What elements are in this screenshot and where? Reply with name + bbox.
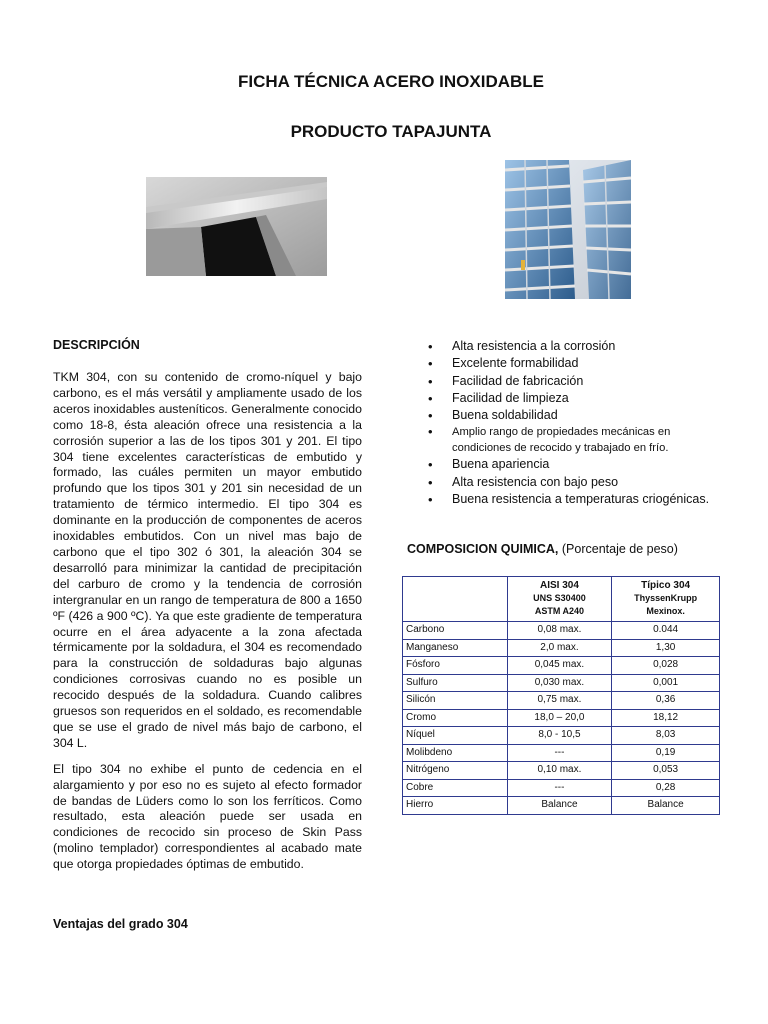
typical-cell: 0,19: [612, 744, 720, 762]
spec-cell: Balance: [507, 797, 612, 815]
element-cell: Carbono: [403, 622, 508, 640]
typical-cell: 0,053: [612, 762, 720, 780]
element-cell: Hierro: [403, 797, 508, 815]
table-row: [403, 727, 720, 745]
table-row: [403, 657, 720, 675]
spec-header-line-3: ASTM A240: [534, 606, 585, 616]
table-header-row: [403, 577, 720, 622]
spec-cell: 0,75 max.: [507, 692, 612, 710]
element-cell: Níquel: [403, 727, 508, 745]
list-item: • Alta resistencia con bajo peso: [428, 474, 728, 491]
spec-header-line-2: UNS S30400: [533, 593, 586, 603]
list-item: • Amplio rango de propiedades mecánicas en condiciones de recocido y trabajado en frío.: [428, 424, 728, 456]
list-item: • Facilidad de limpieza: [428, 390, 728, 407]
typical-header-line-2: ThyssenKrupp Mexinox.: [634, 593, 698, 616]
table-row: [403, 674, 720, 692]
table-row: [403, 797, 720, 815]
typical-cell: 0,001: [612, 674, 720, 692]
description-body: [53, 370, 362, 883]
spec-cell: 0,030 max.: [507, 674, 612, 692]
list-item: • Buena resistencia a temperaturas criogénicas.: [428, 491, 728, 508]
element-cell: Molibdeno: [403, 744, 508, 762]
spec-cell: 0,045 max.: [507, 657, 612, 675]
table-row: [403, 692, 720, 710]
spec-cell: ---: [507, 744, 612, 762]
spec-column-header: [507, 577, 612, 622]
composition-table: [402, 576, 720, 815]
element-cell: Fósforo: [403, 657, 508, 675]
element-cell: Cromo: [403, 709, 508, 727]
element-cell: Cobre: [403, 779, 508, 797]
list-item: • Buena soldabilidad: [428, 407, 728, 424]
expansion-joint-photo: [146, 177, 327, 276]
description-paragraph-1: TKM 304, con su contenido de cromo-níquel y bajo carbono, es el más versátil y ampliamente usado de los aceros inoxidables austeníticos. Generalmente conocido como 18-8, ésta aleación ofrece una resistencia a la corrosión superior a las de los tipos 301 y 201. El tipo 304 tiene excelentes características de embutido y formado, las cuáles permiten un mayor embutido profundo que los tipos 301 y 201 sin necesidad de un tratamiento de térmico intermedio. El tipo 304 es dominante en la producción de componentes de aceros inoxidables embutidos. Con un nivel mas bajo de carbono que el tipo 302 ó 301, la aleación 304 se desarrolló para minimizar la cantidad de precipitación del carburo de cromo y la tendencia de corrosión intergranular en un rango de temperatura de 800 a 1650 ºF (426 a 900 ºC). Ya que este gradiente de temperatura ocurre en el área adyacente a la zona afectada térmicamente por la soldadura, el 304 es recomendado para la construcción de soldaduras bajo algunas condiciones corrosivas cuando no es posible un recocido después de la soldadura. Cuando calibres gruesos son requeridos en el soldado, es recomendable que se use el grado de nivel más bajo de carbono, el 304 L.: [53, 370, 362, 750]
typical-cell: 0,36: [612, 692, 720, 710]
document-title: FICHA TÉCNICA ACERO INOXIDABLE: [238, 72, 544, 91]
description-heading: DESCRIPCIÓN: [53, 338, 140, 352]
spec-cell: ---: [507, 779, 612, 797]
spec-cell: 0,08 max.: [507, 622, 612, 640]
building-facade-photo: [505, 160, 631, 299]
typical-cell: 8,03: [612, 727, 720, 745]
table-row: [403, 779, 720, 797]
advantages-heading: Ventajas del grado 304: [53, 917, 188, 931]
table-row: [403, 639, 720, 657]
table-row: [403, 622, 720, 640]
spec-cell: 18,0 – 20,0: [507, 709, 612, 727]
list-item: • Excelente formabilidad: [428, 355, 728, 372]
table-row: [403, 762, 720, 780]
spec-cell: 2,0 max.: [507, 639, 612, 657]
typical-cell: 0,28: [612, 779, 720, 797]
list-item: • Alta resistencia a la corrosión: [428, 338, 728, 355]
element-cell: Manganeso: [403, 639, 508, 657]
description-paragraph-2: El tipo 304 no exhibe el punto de cedencia en el alargamiento y por eso no es sujeto al efecto formador de bandas de Lüders como lo son los ferríticos. Como resultado, esta aleación puede ser usada en condiciones de recocido sin proceso de Skin Pass (molino templador) correspondientes al acabado mate que otorga propiedades óptimas de embutido.: [53, 761, 362, 872]
spec-header-line-1: AISI 304: [539, 580, 579, 591]
element-cell: Sulfuro: [403, 674, 508, 692]
typical-cell: 18,12: [612, 709, 720, 727]
typical-cell: 0.044: [612, 622, 720, 640]
typical-column-header: [612, 577, 720, 622]
table-row: [403, 709, 720, 727]
advantages-list: [428, 338, 728, 508]
element-column-header: [403, 577, 508, 622]
typical-cell: Balance: [612, 797, 720, 815]
typical-cell: 0,028: [612, 657, 720, 675]
element-cell: Nitrógeno: [403, 762, 508, 780]
typical-cell: 1,30: [612, 639, 720, 657]
list-item: • Facilidad de fabricación: [428, 373, 728, 390]
composition-heading-note: (Porcentaje de peso): [558, 542, 678, 556]
product-subtitle: PRODUCTO TAPAJUNTA: [290, 122, 492, 141]
element-cell: Silicón: [403, 692, 508, 710]
table-row: [403, 744, 720, 762]
list-item: • Buena apariencia: [428, 456, 728, 473]
composition-heading-bold: COMPOSICION QUIMICA,: [407, 542, 559, 556]
typical-header-line-1: Típico 304: [641, 580, 691, 591]
spec-cell: 8,0 - 10,5: [507, 727, 612, 745]
composition-heading: [407, 542, 678, 556]
spec-cell: 0,10 max.: [507, 762, 612, 780]
